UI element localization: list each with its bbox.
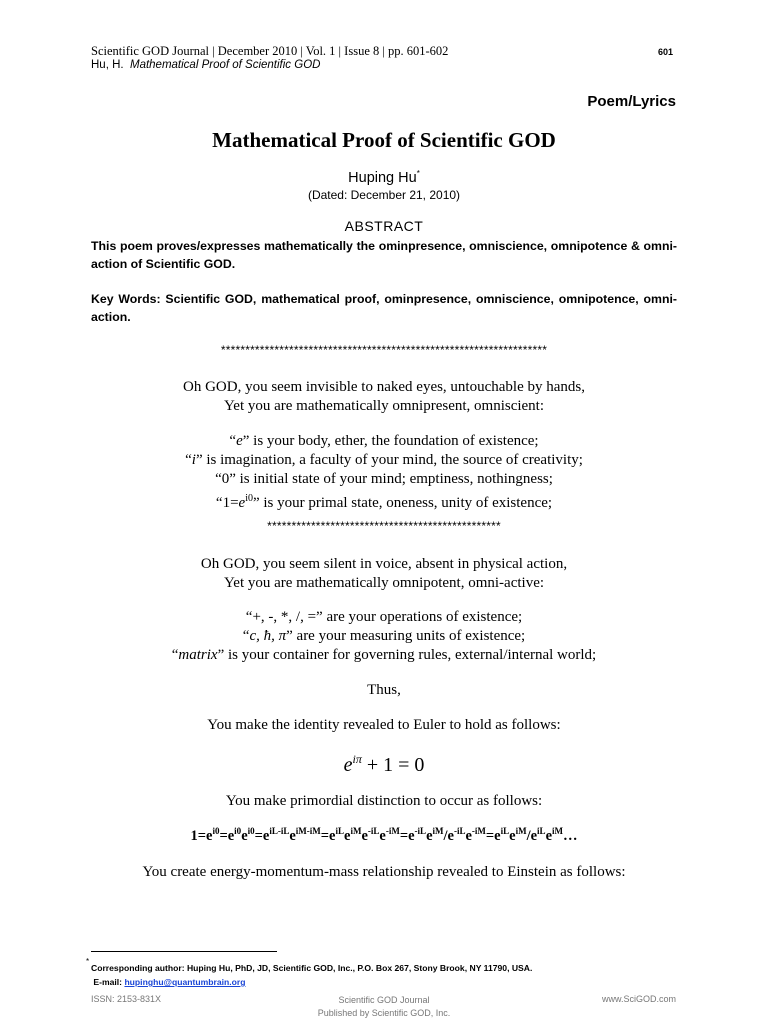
- verse-line: Yet you are mathematically omnipotent, omni-active:: [223, 575, 545, 591]
- equation-term: =e: [254, 828, 270, 844]
- symbol-e: e: [238, 495, 246, 511]
- verse-euler-intro: You make the identity revealed to Euler to hold as follows:: [207, 717, 561, 733]
- equation-term: =e: [320, 828, 336, 844]
- author-name: Huping Hu: [348, 169, 417, 186]
- page-number: 601: [657, 47, 673, 57]
- equation-exponent: -iM: [471, 826, 486, 836]
- equation-exponent: iL-iL: [269, 826, 290, 836]
- equation-exponent: iM: [515, 826, 527, 836]
- equation-term: =e: [399, 828, 415, 844]
- footnote-divider: [91, 951, 277, 952]
- equation-exponent: i0: [212, 826, 220, 836]
- keywords: [91, 290, 677, 326]
- footnote-mark: *: [86, 957, 90, 966]
- separator-stars: *******************************************************************: [220, 343, 548, 357]
- equation-exponent: iM: [552, 826, 563, 836]
- author: [91, 169, 677, 186]
- equation-exponent: -iL: [367, 826, 380, 836]
- equation-term: e: [509, 828, 516, 844]
- equation-term: =e: [219, 828, 235, 844]
- equation-term: e: [426, 828, 433, 844]
- equation-term: /e: [443, 828, 454, 844]
- footer-website[interactable]: www.SciGOD.com: [601, 994, 676, 1004]
- stanza-2: [91, 432, 677, 513]
- author-footnote-mark[interactable]: *: [416, 169, 420, 178]
- equation-exponent: iL: [500, 826, 510, 836]
- verse-line: “i” is imagination, a faculty of your mind, the source of creativity;: [185, 452, 583, 468]
- footer-issn: ISSN: 2153-831X: [91, 994, 162, 1004]
- footer-publisher: Published by Scientific GOD, Inc.: [317, 1008, 451, 1018]
- equation-term: =e: [485, 828, 501, 844]
- email-link[interactable]: hupinghu@quantumbrain.org: [124, 977, 246, 987]
- equation-term: …: [563, 828, 578, 844]
- article-title: Mathematical Proof of Scientific GOD: [212, 128, 556, 152]
- stanza-4: [91, 608, 677, 665]
- stanza-1: [91, 378, 677, 416]
- euler-base: e: [343, 754, 353, 776]
- equation-exponent: iM: [432, 826, 444, 836]
- verse-line: “+, -, *, /, =” are your operations of existence;: [245, 609, 523, 625]
- symbol-e: e: [236, 433, 243, 449]
- verse-thus: Thus,: [367, 682, 401, 698]
- equation-exponent: -iM: [385, 826, 400, 836]
- equation-exponent: i0: [247, 826, 255, 836]
- section-label: Poem/Lyrics: [587, 93, 676, 110]
- dated: (Dated: December 21, 2010): [307, 188, 461, 202]
- symbol-matrix: matrix: [178, 647, 218, 663]
- equation-term: e: [465, 828, 472, 844]
- header-title: Mathematical Proof of Scientific GOD: [129, 59, 321, 71]
- euler-exponent: iπ: [352, 752, 362, 766]
- equation-exponent: iM-iM: [295, 826, 321, 836]
- superscript: i0: [245, 493, 253, 504]
- footnote-corresponding: Corresponding author: Huping Hu, PhD, JD, Scientific GOD, Inc., P.O. Box 267, Stony Brook, NY 11790, USA.: [91, 963, 533, 973]
- verse-line: “$1=e^{i0}$” is your primal state, oneness, unity of existence;: [215, 493, 553, 511]
- verse-line: “matrix” is your container for governing rules, external/internal world;: [171, 647, 597, 663]
- footer-publisher-block: [91, 994, 677, 1020]
- separator-stars: ************************************************: [267, 519, 501, 533]
- equation-term: e: [379, 828, 386, 844]
- email-label: E-mail:: [93, 977, 123, 987]
- keywords-label: Key Words:: [91, 292, 161, 306]
- header-citation: Scientific GOD Journal | December 2010 | Vol. 1 | Issue 8 | pp. 601-602: [91, 44, 449, 58]
- stanza-3: [91, 555, 677, 593]
- verse-line: Yet you are mathematically omnipresent, omniscient:: [223, 398, 545, 414]
- abstract-heading: ABSTRACT: [344, 218, 424, 234]
- equation-term: e: [545, 828, 552, 844]
- verse-line: Oh GOD, you seem silent in voice, absent in physical action,: [200, 556, 568, 572]
- footer-journal: Scientific GOD Journal: [338, 995, 430, 1005]
- equation-exponent: -iL: [453, 826, 466, 836]
- verse-line: “0” is initial state of your mind; emptiness, nothingness;: [215, 471, 553, 487]
- header-running-title: [91, 59, 320, 71]
- abstract-text: This poem proves/expresses mathematically the ominpresence, omniscience, omnipotence & omni-action of Scientific GOD.: [91, 239, 677, 271]
- symbol-i: i: [191, 452, 196, 468]
- verse-line: Oh GOD, you seem invisible to naked eyes, untouchable by hands,: [182, 379, 585, 395]
- equation-exponent: iL: [335, 826, 345, 836]
- euler-rest: + 1 = 0: [361, 754, 425, 776]
- equation-exponent: -iL: [414, 826, 427, 836]
- equation-term: /e: [526, 828, 538, 844]
- verse-line: “e” is your body, ether, the foundation of existence;: [229, 433, 539, 449]
- euler-identity: [91, 752, 677, 777]
- equation-term: e: [241, 828, 248, 844]
- equation-term: e: [344, 828, 351, 844]
- equation-term: 1=e: [190, 828, 213, 844]
- symbols-units: c, ħ, π: [249, 628, 287, 644]
- equation-term: e: [361, 828, 368, 844]
- verse-line: “c, ħ, π” are your measuring units of existence;: [242, 628, 526, 644]
- equation-exponent: iL: [537, 826, 546, 836]
- verse-einstein-intro: You create energy-momentum-mass relationship revealed to Einstein as follows:: [142, 864, 626, 880]
- keywords-text: Scientific GOD, mathematical proof, ominpresence, omniscience, omnipotence, omni-action.: [91, 292, 677, 324]
- equation-exponent: iM: [350, 826, 362, 836]
- primordial-equation: [91, 826, 677, 845]
- verse-primordial-intro: You make primordial distinction to occur as follows:: [225, 793, 543, 809]
- equation-exponent: i0: [234, 826, 242, 836]
- equation-term: e: [289, 828, 296, 844]
- header-author: Hu, H.: [91, 59, 124, 71]
- footnote-email: [91, 977, 245, 987]
